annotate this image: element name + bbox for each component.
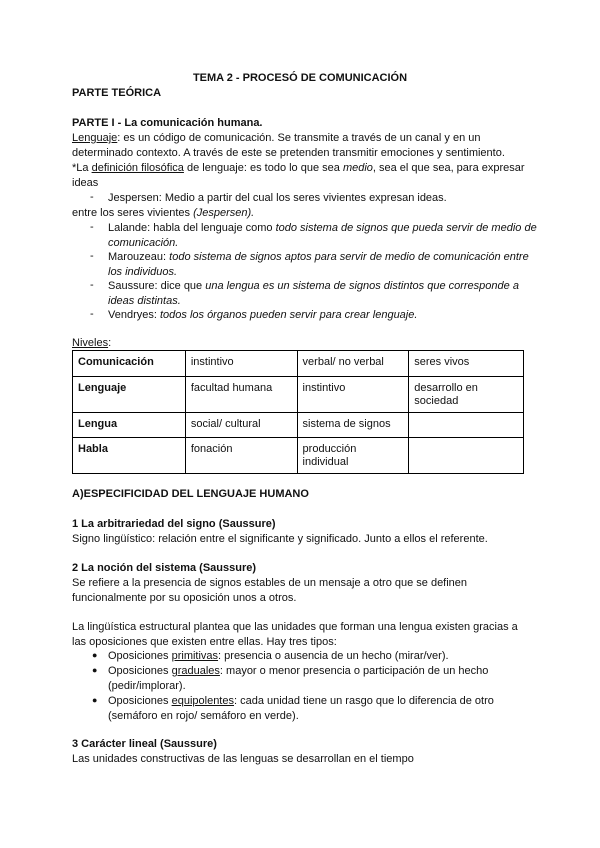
deffil-medio: medio [342,162,373,174]
section-2-text: Se refiere a la presencia de signos estables de un mensaje a otro que se definen funcionalmente por su oposición unos a otros. [72,577,468,604]
parte1-heading: PARTE I - La comunicación humana. [72,117,263,129]
marouzeau-text: Marouzeau: [108,251,170,263]
op2-term: graduales [171,665,220,677]
section-a-heading: A)ESPECIFICIDAD DEL LENGUAJE HUMANO [72,488,309,500]
saussure-quote: una lengua es un sistema de signos distintos que corresponde a ideas distintas. [108,280,519,307]
jespersen-cont-author: (Jespersen). [193,207,255,219]
table-row [73,438,524,474]
op3-term: equipolentes [171,695,234,707]
niveles-term: Niveles [72,337,109,349]
jespersen-continuation [72,206,532,221]
marouzeau-quote: todo sistema de signos aptos para servir de medio de comunicación entre los individuos. [108,251,529,278]
table-cell: desarrollo en sociedad [409,377,524,413]
vendryes-quote: todos los órganos pueden servir para crear lenguaje. [159,309,418,321]
table-row [73,377,524,413]
table-cell: Lenguaje [73,377,186,413]
oposicion-primitivas [108,649,538,664]
table-cell: fonación [185,438,297,474]
saussure-text: Saussure: dice que [108,280,206,292]
table-cell: seres vivos [409,351,524,377]
table-cell: Lengua [73,413,186,438]
dash-marker: - [90,308,94,320]
deffil-mid: de lenguaje: es todo lo que sea [183,162,343,174]
table-cell: sistema de signos [297,413,409,438]
section-3-text: Las unidades constructivas de las lenguas se desarrollan en el tiempo [72,753,414,765]
section-1-text: Signo lingüístico: relación entre el significante y significado. Junto a ellos el referente. [72,533,488,545]
table-row [73,413,524,438]
bullet-marker: ● [92,665,98,675]
op1-prefix: Oposiciones [108,650,172,662]
table-cell: Habla [73,438,186,474]
deffil-post: , sea el que sea, para expresar ideas [72,162,525,189]
op2-prefix: Oposiciones [108,665,172,677]
definicion-filosofica [72,161,534,191]
table-cell [409,413,524,438]
lenguaje-def-text: : es un código de comunicación. Se transmite a través de un canal y en un determinado contexto. A través de este se pretenden transmitir emociones y sentimiento. [72,132,505,159]
table-cell: facultad humana [185,377,297,413]
table-row [73,351,524,377]
dash-marker: - [90,191,94,203]
vendryes-item [108,308,538,323]
lalande-item [108,221,538,251]
dash-marker: - [90,221,94,233]
op1-term: primitivas [171,650,219,662]
niveles-label [72,336,532,351]
dash-marker: - [90,250,94,262]
deffil-prefix: *La [72,162,92,174]
bullet-marker: ● [92,695,98,705]
dash-marker: - [90,279,94,291]
marouzeau-item [108,250,538,280]
table-cell: verbal/ no verbal [297,351,409,377]
table-cell: Comunicación [73,351,186,377]
section-2-heading: 2 La noción del sistema (Saussure) [72,562,257,574]
jespersen-cont-text: entre los seres vivientes [72,207,194,219]
table-cell: producción individual [297,438,409,474]
lalande-quote: todo sistema de signos que pueda servir de medio de comunicación. [108,222,537,249]
table-cell: instintivo [297,377,409,413]
oposicion-graduales [108,664,538,694]
vendryes-text: Vendryes: [108,309,160,321]
table-cell: instintivo [185,351,297,377]
op1-text: : presencia o ausencia de un hecho (mirar/ver). [218,650,449,662]
op3-text: : cada unidad tiene un rasgo que lo diferencia de otro (semáforo en rojo/ semáforo en verde). [108,695,494,722]
lalande-text: Lalande: habla del lenguaje como [108,222,276,234]
oposicion-equipolentes [108,694,538,724]
lenguaje-definition [72,131,534,161]
parte-teorica-heading: PARTE TEÓRICA [72,87,162,99]
niveles-table [72,350,524,474]
lenguaje-term: Lenguaje [72,132,118,144]
op3-prefix: Oposiciones [108,695,172,707]
bullet-marker: ● [92,650,98,660]
saussure-item [108,279,538,309]
table-cell: social/ cultural [185,413,297,438]
section-2-text-2: La lingüística estructural plantea que las unidades que forman una lengua existen gracias a las oposiciones que existen entre ellas. Hay tres tipos: [72,621,518,648]
document-title: TEMA 2 - PROCESÓ DE COMUNICACIÓN [192,72,408,84]
jespersen-item: Jespersen: Medio a partir del cual los seres vivientes expresan ideas. [108,192,447,204]
op2-text: : mayor o menor presencia o participación de un hecho (pedir/implorar). [108,665,489,692]
niveles-colon: : [108,337,112,349]
deffil-term: definición filosófica [91,162,184,174]
table-cell [409,438,524,474]
section-3-heading: 3 Carácter lineal (Saussure) [72,738,217,750]
section-1-heading: 1 La arbitrariedad del signo (Saussure) [72,518,276,530]
